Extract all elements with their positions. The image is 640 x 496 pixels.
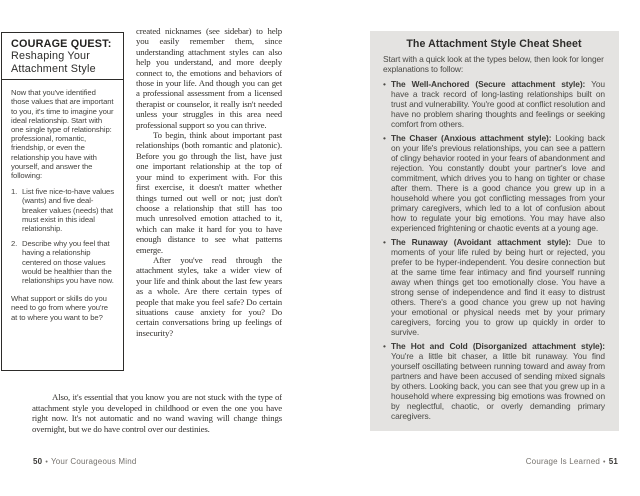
- bullet-icon: •: [383, 133, 386, 143]
- bullet-item-runaway: [383, 237, 605, 337]
- bullet-text: Looking back on your life's previous relationships, you can see a pattern of clingy behavior rooted in your fears of abandonment and rejection. You constantly doubt your partner's love and commitment, which drives you to hang on tighter or chase after them. There is a good chance you grew up in a household where you got conflicting messages from your primary caregivers, which led to a lot of confusion about how to regulate your big emotions. You may have also experienced frightening or chaotic events at a young age.: [391, 133, 606, 233]
- bullet-icon: •: [383, 341, 386, 351]
- sidebar-list-item-2: [11, 239, 115, 285]
- closing-paragraph: Also, it's essential that you know you are not stuck with the type of attachment style you developed in childhood or even the one you have right now. It's not automatic and no wand waving will change things overnight, but we do have control over our destinies.: [32, 392, 282, 434]
- body-paragraph-3: After you've read through the attachment styles, take a wider view of your life and think about the last few years as a whole. Are there certain types of people that make you feel safe? Do certain situations cause anxiety for you? Do certain conversations bring up feelings of insecurity?: [136, 254, 282, 338]
- sidebar-intro-text: Now that you've identified those values that are important to you, it's time to imagine your ideal relationship. Start with one single type of relationship: professional, romantic, friendship, or even the relationship you have with yourself, and answer the following:: [11, 88, 114, 181]
- bullet-text: Due to moments of your life ruled by being hurt or rejected, you prefer to be hyper-independent. You desire connection but at the same time fear intimacy and find yourself running away when things get too emotionally close. You have a strong sense of independence and find it easy to distrust others. There's a good chance you grew up not having your emotional or physical needs met by your primary caregivers, forcing you to grow up quickly in order to survive.: [391, 237, 605, 337]
- cheat-sheet-intro: Start with a quick look at the types below, then look for longer explanations to follow:: [383, 54, 604, 74]
- courage-quest-sidebar: [1, 32, 124, 371]
- bullet-lead: The Runaway (Avoidant attachment style):: [391, 237, 571, 247]
- sidebar-title: COURAGE QUEST:: [11, 38, 112, 50]
- cheat-sheet-title: The Attachment Style Cheat Sheet: [406, 38, 582, 50]
- bullet-item-well-anchored: [383, 79, 605, 129]
- sidebar-subtitle: Reshaping Your Attachment Style: [11, 50, 96, 75]
- closing-paragraph-block: [32, 392, 282, 440]
- left-page-body-column: [136, 26, 282, 388]
- sidebar-outro-text: What support or skills do you need to go from where you're at to where you want to be?: [11, 294, 108, 322]
- sidebar-list-item-1: [11, 187, 115, 233]
- bullet-body: [391, 341, 605, 421]
- book-title: Your Courageous Mind: [50, 457, 137, 466]
- bullet-lead: The Well-Anchored (Secure attachment style):: [391, 79, 586, 89]
- right-page-footer: [526, 457, 618, 466]
- bullet-body: [391, 79, 605, 129]
- bullet-lead: The Hot and Cold (Disorganized attachment style):: [391, 341, 605, 351]
- bullet-body: [391, 237, 605, 337]
- bullet-text: You have a track record of long-lasting relationships built on trust and vulnerability. You're good at conflict resolution and have no problem sharing thoughts and feelings or seeking comfort from others.: [391, 79, 605, 129]
- sidebar-content: [2, 33, 123, 322]
- body-paragraph-1: created nicknames (see sidebar) to help you easily remember them, since understanding attachment styles can also help you understand, and more deeply connect to, the emotions and behaviors of those in your life. And though you can get a professional assessment from a licensed therapist or counselor, it really isn't needed unless your struggles in this area need professional support so you can thrive.: [136, 26, 282, 130]
- list-item-text: Describe why you feel that having a relationship centered on those values would be healthier than the relationships you have now.: [22, 239, 114, 286]
- page-number: 51: [608, 457, 618, 466]
- bullet-item-hot-and-cold: [383, 341, 605, 421]
- bullet-lead: The Chaser (Anxious attachment style):: [391, 133, 552, 143]
- list-number: 2.: [11, 239, 18, 249]
- bullet-icon: •: [383, 237, 386, 247]
- page-number: 50: [33, 457, 43, 466]
- chapter-title: Courage Is Learned: [525, 457, 601, 466]
- bullet-text: You're a little bit chaser, a little bit runaway. You find yourself oscillating between running toward and away from partners and have been accused of sending mixed signals by others. Looking back, you can see that you grew up in a household where expressing big emotions was frowned on by neglectful, chaotic, or overly demanding primary caregivers.: [391, 351, 605, 421]
- footer-separator-icon: •: [603, 459, 606, 466]
- list-item-text: List five nice-to-have values (wants) and five deal-breaker values (needs) that must exist in this ideal relationship.: [22, 187, 114, 234]
- body-paragraph-2: To begin, think about important past relationships (both romantic and platonic). Before you go through the list, have just one important relationship at the top of your mind to experiment with. For this first exercise, it doesn't matter whether things turned out well or not; just don't choose a relationship that still has too much unresolved emotion attached to it, which can make it hard for you to have enough distance to see what patterns emerge.: [136, 130, 282, 255]
- bullet-body: [391, 133, 605, 233]
- bullet-icon: •: [383, 79, 386, 89]
- left-page-footer: [33, 457, 137, 466]
- footer-separator-icon: •: [45, 459, 48, 466]
- sidebar-divider: [2, 79, 124, 80]
- list-number: 1.: [11, 187, 18, 197]
- cheat-sheet-box: [370, 31, 619, 431]
- bullet-item-chaser: [383, 133, 605, 233]
